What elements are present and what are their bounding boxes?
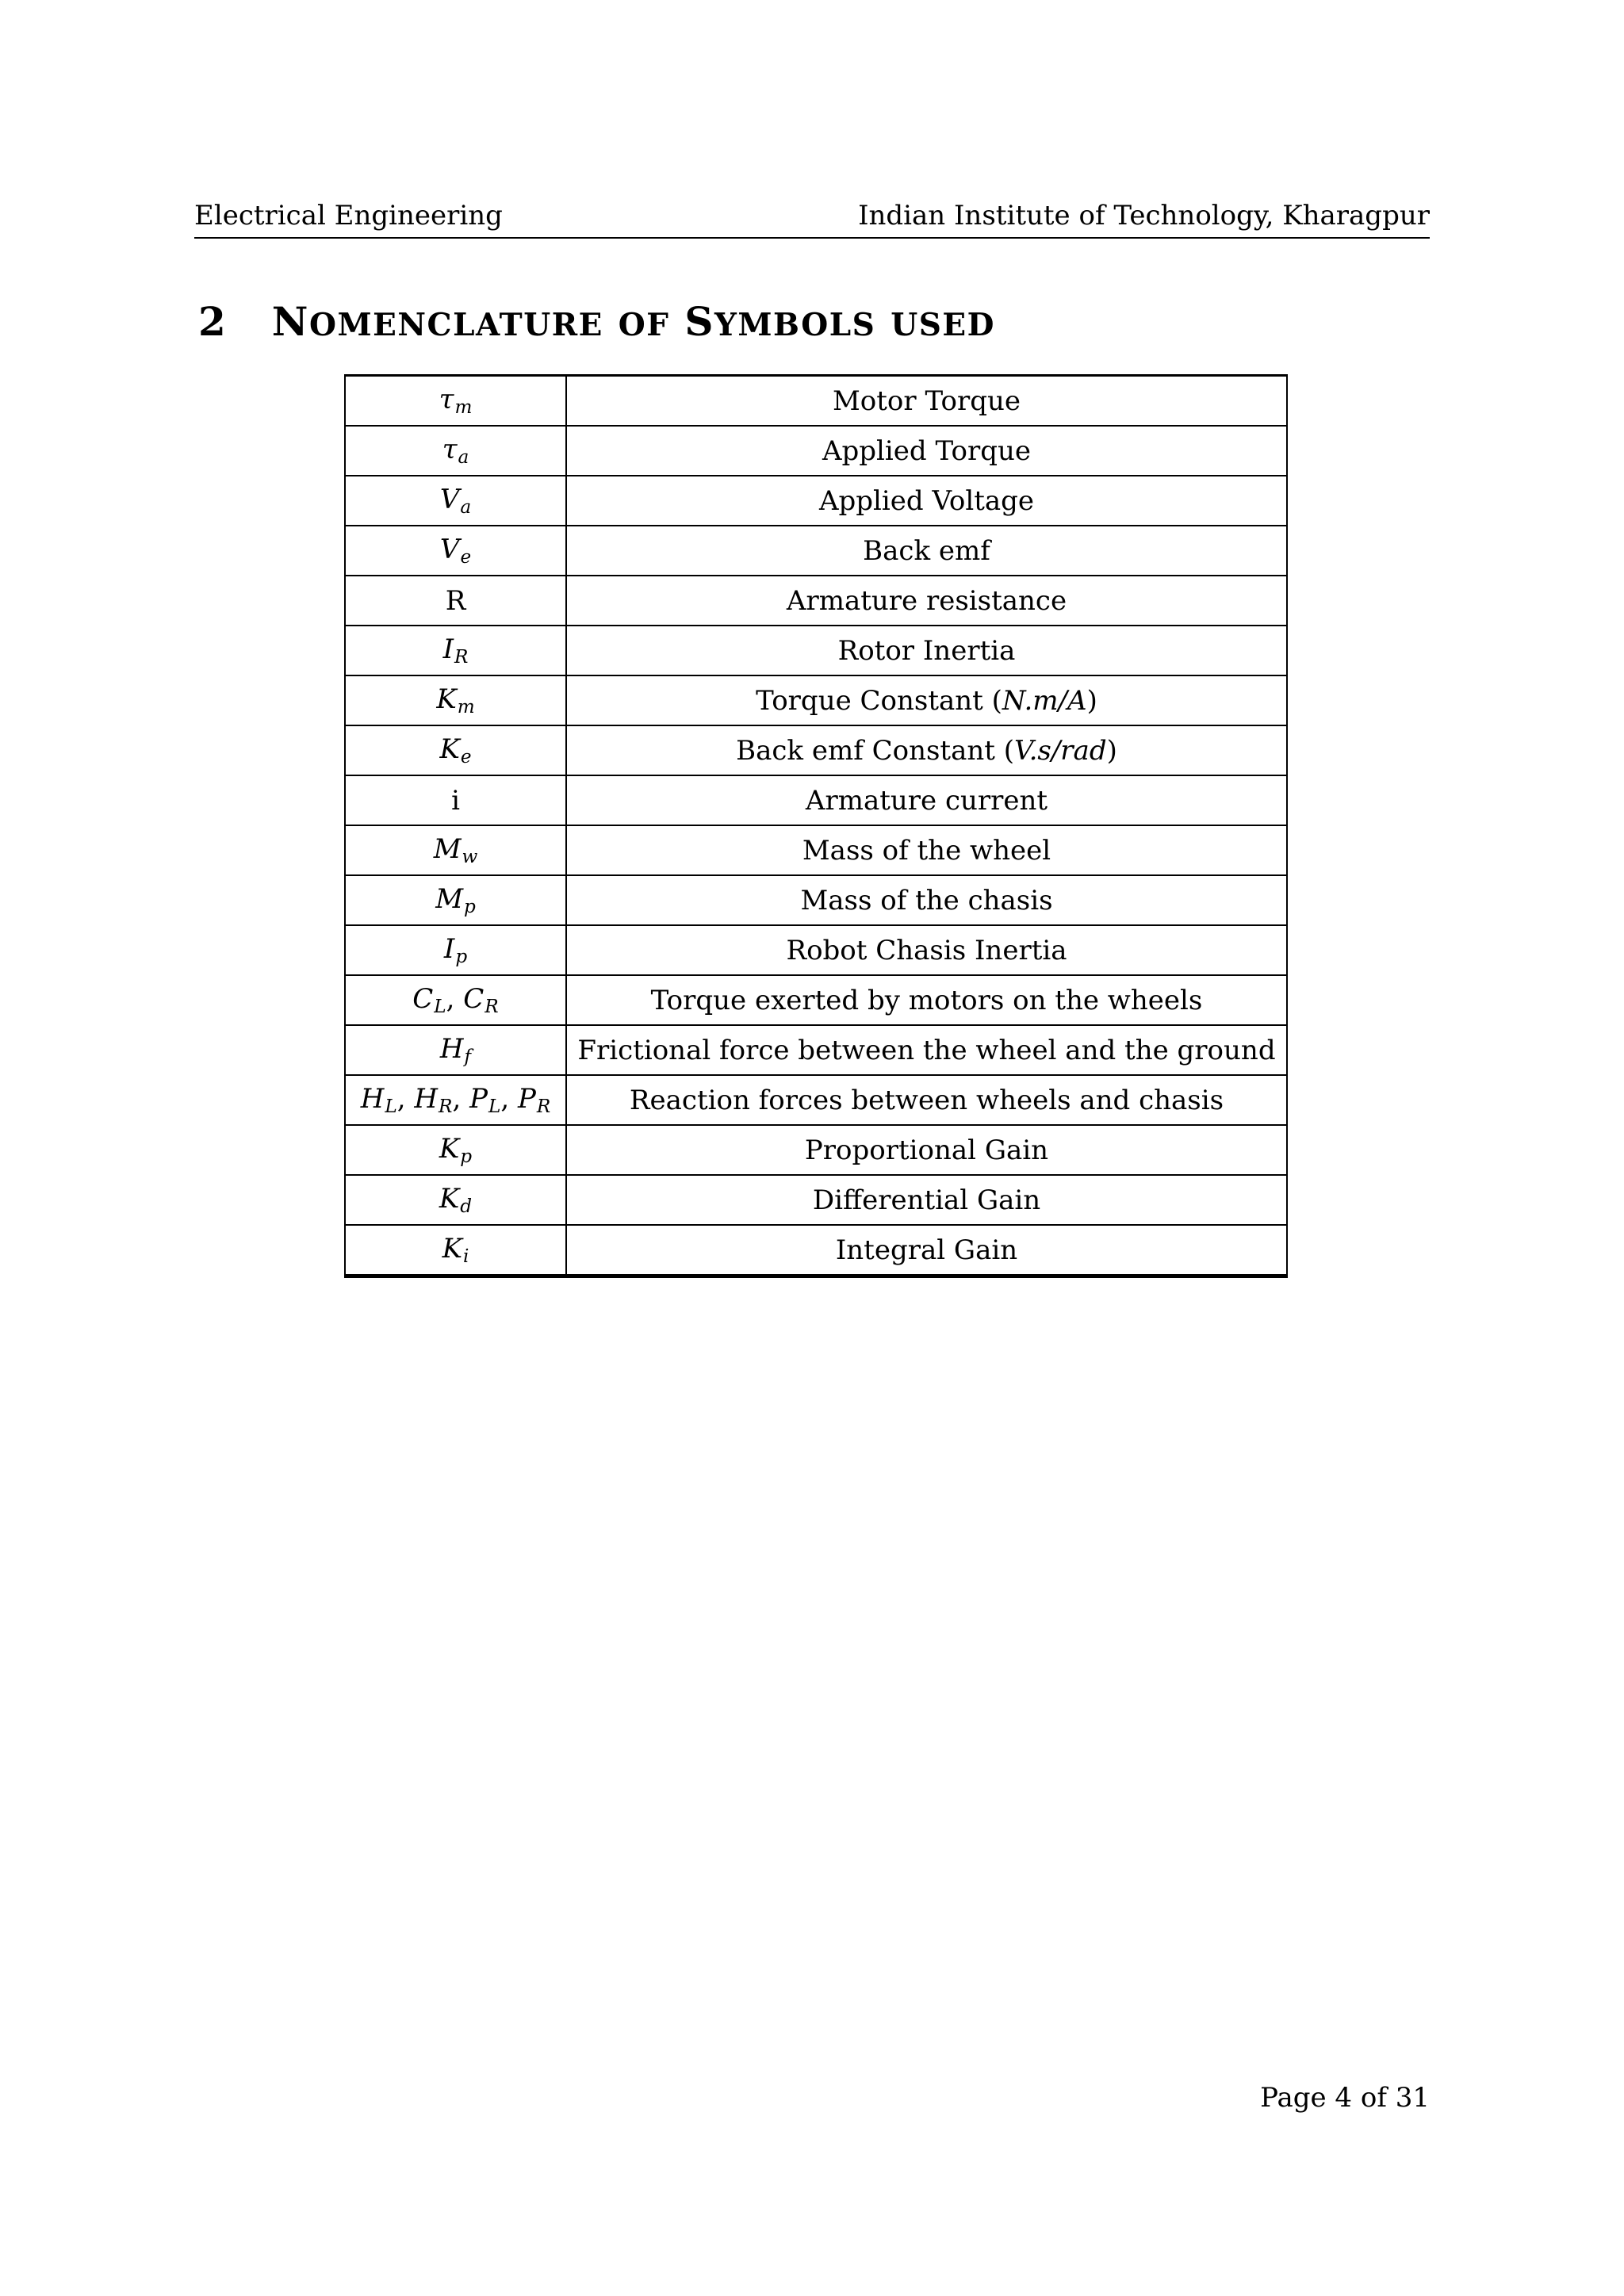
page-number-label: Page 4 of 31 <box>1260 2082 1430 2114</box>
symbol-base: R <box>445 584 466 617</box>
description-cell: Torque exerted by motors on the wheels <box>566 975 1287 1025</box>
symbol-cell <box>345 725 566 775</box>
symbol-base: τ <box>442 434 458 466</box>
description-cell: Mass of the chasis <box>566 875 1287 925</box>
symbol-base: P <box>469 1083 488 1115</box>
description-cell: Integral Gain <box>566 1225 1287 1276</box>
table-row <box>345 1225 1287 1276</box>
table-row <box>345 675 1287 725</box>
symbol-subscript: i <box>463 1246 469 1267</box>
symbol-cell <box>345 626 566 675</box>
symbol-subscript: L <box>385 1096 397 1117</box>
description-cell: Back emf Constant (V.s/rad) <box>566 725 1287 775</box>
symbol-subscript: p <box>460 1146 473 1167</box>
symbol-base: M <box>433 833 462 866</box>
section-number: 2 <box>198 298 226 345</box>
symbol-base: K <box>439 1183 460 1215</box>
nomenclature-table-body <box>345 376 1287 1276</box>
table-row <box>345 975 1287 1025</box>
symbol-cell <box>345 376 566 427</box>
table-row <box>345 825 1287 875</box>
symbol-subscript: m <box>454 396 473 418</box>
description-cell: Rotor Inertia <box>566 626 1287 675</box>
symbol-cell <box>345 825 566 875</box>
symbol-subscript: L <box>434 996 446 1017</box>
page-header <box>194 200 1430 232</box>
page-footer <box>194 2082 1430 2114</box>
description-cell: Armature resistance <box>566 576 1287 626</box>
symbol-base: C <box>412 983 434 1016</box>
table-row <box>345 1125 1287 1175</box>
table-row <box>345 376 1287 427</box>
table-row <box>345 725 1287 775</box>
symbol-cell <box>345 925 566 975</box>
table-row <box>345 426 1287 476</box>
symbol-cell: $C_L$, $C_R$ <box>345 975 566 1025</box>
symbol-subscript: a <box>460 496 472 518</box>
description-cell: Applied Voltage <box>566 476 1287 526</box>
symbol-base: H <box>360 1083 385 1115</box>
description-cell: Proportional Gain <box>566 1125 1287 1175</box>
symbol-subscript: R <box>536 1096 551 1117</box>
description-cell: Frictional force between the wheel and the ground <box>566 1025 1287 1075</box>
symbol-subscript: m <box>457 696 475 718</box>
section-title: NOMENCLATURE OF SYMBOLS USED <box>271 298 995 345</box>
description-cell: Mass of the wheel <box>566 825 1287 875</box>
symbol-base: C <box>463 983 485 1016</box>
table-row <box>345 476 1287 526</box>
symbol-base: H <box>439 1033 464 1066</box>
table-row <box>345 925 1287 975</box>
description-cell: Robot Chasis Inertia <box>566 925 1287 975</box>
symbol-subscript: R <box>485 996 499 1017</box>
symbol-base: K <box>442 1233 462 1265</box>
symbol-base: K <box>439 733 460 766</box>
table-row <box>345 1175 1287 1225</box>
description-math: V.s/rad <box>1013 734 1107 767</box>
symbol-subscript: p <box>464 896 476 917</box>
symbol-subscript: d <box>460 1196 473 1217</box>
header-rule <box>194 237 1430 239</box>
description-cell: Torque Constant (N.m/A) <box>566 675 1287 725</box>
symbol-cell <box>345 1125 566 1175</box>
header-right-text: Indian Institute of Technology, Kharagpur <box>858 200 1430 232</box>
symbol-cell <box>345 1025 566 1075</box>
symbol-base: M <box>435 883 464 916</box>
symbol-base: τ <box>439 384 454 416</box>
table-row <box>345 576 1287 626</box>
symbol-base: V <box>439 484 460 516</box>
symbol-base: i <box>451 784 460 817</box>
description-math: N.m/A <box>1002 684 1087 717</box>
table-row <box>345 1025 1287 1075</box>
symbol-base: V <box>439 534 460 566</box>
symbol-cell <box>345 526 566 576</box>
symbol-cell <box>345 576 566 626</box>
description-cell: Applied Torque <box>566 426 1287 476</box>
symbol-base: I <box>443 933 455 966</box>
symbol-subscript: e <box>460 746 472 767</box>
description-cell: Motor Torque <box>566 376 1287 427</box>
description-cell: Back emf <box>566 526 1287 576</box>
symbol-base: H <box>414 1083 439 1115</box>
symbol-subscript: a <box>458 446 469 468</box>
symbol-cell <box>345 426 566 476</box>
symbol-base: P <box>517 1083 536 1115</box>
symbol-subscript: e <box>460 546 472 568</box>
table-row <box>345 1075 1287 1125</box>
symbol-cell <box>345 476 566 526</box>
header-left-text: Electrical Engineering <box>194 200 503 232</box>
table-row <box>345 626 1287 675</box>
section-heading <box>198 298 995 345</box>
symbol-cell <box>345 775 566 825</box>
symbol-base: I <box>442 633 454 666</box>
description-cell: Differential Gain <box>566 1175 1287 1225</box>
symbol-subscript: L <box>488 1096 501 1117</box>
symbol-cell <box>345 875 566 925</box>
symbol-subscript: w <box>462 846 478 867</box>
table-row <box>345 775 1287 825</box>
table-row <box>345 875 1287 925</box>
symbol-cell: $H_L$, $H_R$, $P_L$, $P_R$ <box>345 1075 566 1125</box>
symbol-subscript: p <box>455 946 468 967</box>
description-cell: Reaction forces between wheels and chasis <box>566 1075 1287 1125</box>
symbol-cell <box>345 675 566 725</box>
symbol-subscript: f <box>464 1046 472 1067</box>
nomenclature-table <box>344 374 1288 1278</box>
symbol-subscript: R <box>454 646 469 668</box>
symbol-cell <box>345 1175 566 1225</box>
symbol-cell <box>345 1225 566 1276</box>
table-row <box>345 526 1287 576</box>
description-cell: Armature current <box>566 775 1287 825</box>
symbol-base: K <box>439 1133 460 1165</box>
symbol-subscript: R <box>439 1096 453 1117</box>
symbol-base: K <box>436 683 457 716</box>
